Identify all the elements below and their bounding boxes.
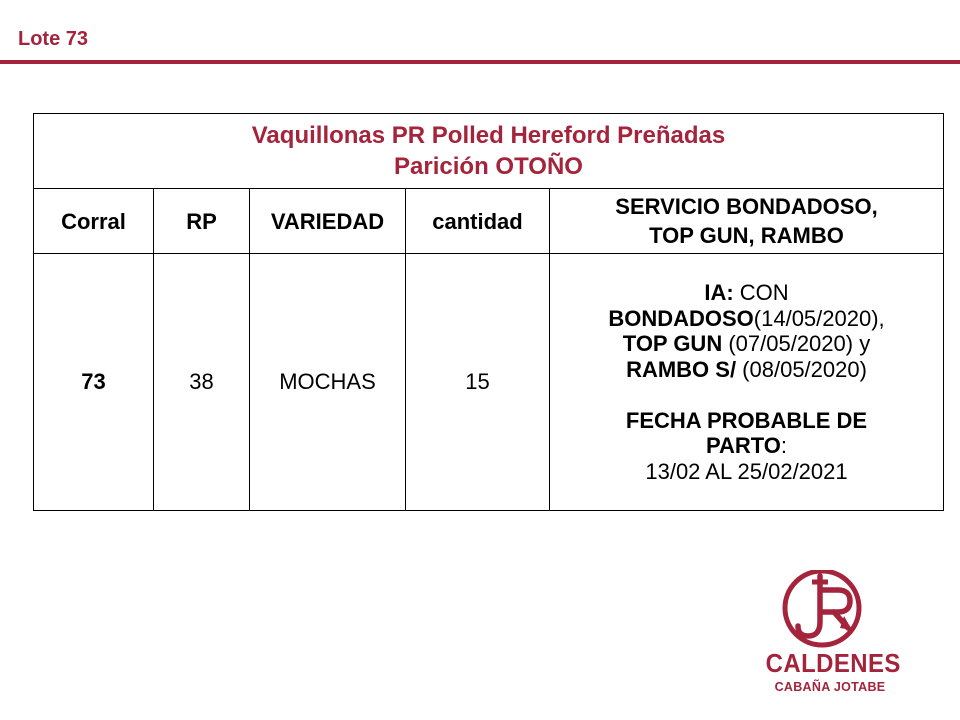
servicio-bull3-name: RAMBO S/ [626, 356, 737, 382]
cell-rp: 38 [154, 254, 250, 511]
column-header-servicio-line2: TOP GUN, RAMBO [649, 223, 844, 248]
servicio-bull1-date: (14/05/2020), [753, 305, 885, 331]
table-title-line2: Parición OTOÑO [394, 153, 583, 180]
servicio-ia-label: IA: [704, 280, 734, 305]
column-header-servicio-line1: SERVICIO BONDADOSO, [615, 194, 878, 219]
logo-subtitle: CABAÑA JOTABE [774, 680, 886, 694]
cell-cantidad: 15 [406, 254, 550, 511]
logo-j-stroke [798, 576, 820, 636]
column-header-servicio [550, 189, 944, 254]
servicio-bull3-line [554, 357, 939, 383]
servicio-ia-text: CON [733, 280, 789, 305]
cell-variedad: MOCHAS [250, 254, 406, 511]
column-header-rp: RP [154, 189, 250, 254]
servicio-bull3-date: (08/05/2020) [736, 356, 867, 382]
table-row [34, 254, 944, 511]
servicio-fecha-label-parto: PARTO [705, 433, 781, 458]
column-header-cantidad: cantidad [406, 189, 550, 254]
servicio-fecha-range: 13/02 AL 25/02/2021 [645, 458, 848, 484]
header-divider [0, 60, 960, 64]
servicio-bull2-name: TOP GUN [622, 331, 723, 356]
logo-brand-name: CALDENES [765, 648, 901, 678]
servicio-bull2-line [554, 331, 939, 357]
table-title-line1: Vaquillonas PR Polled Hereford Preñadas [251, 122, 726, 149]
servicio-bull2-date: (07/05/2020) y [722, 331, 871, 356]
page-title: Lote 73 [18, 28, 89, 50]
servicio-fecha-label-line1: FECHA PROBABLE DE [625, 407, 868, 433]
servicio-spacer [554, 382, 939, 408]
servicio-bull1-name: BONDADOSO [608, 305, 754, 331]
servicio-bull1-line [554, 306, 939, 332]
cell-servicio [550, 254, 944, 511]
column-header-variedad: VARIEDAD [250, 189, 406, 254]
servicio-fecha-label-line2 [554, 433, 939, 459]
table-header-row [34, 189, 944, 254]
servicio-ia-line [554, 280, 939, 306]
cell-corral: 73 [34, 254, 154, 511]
table-title [34, 114, 944, 189]
lot-table [33, 113, 944, 511]
column-header-corral: Corral [34, 189, 154, 254]
logo-r-bowl [822, 590, 850, 612]
servicio-fecha-colon: : [780, 433, 788, 458]
